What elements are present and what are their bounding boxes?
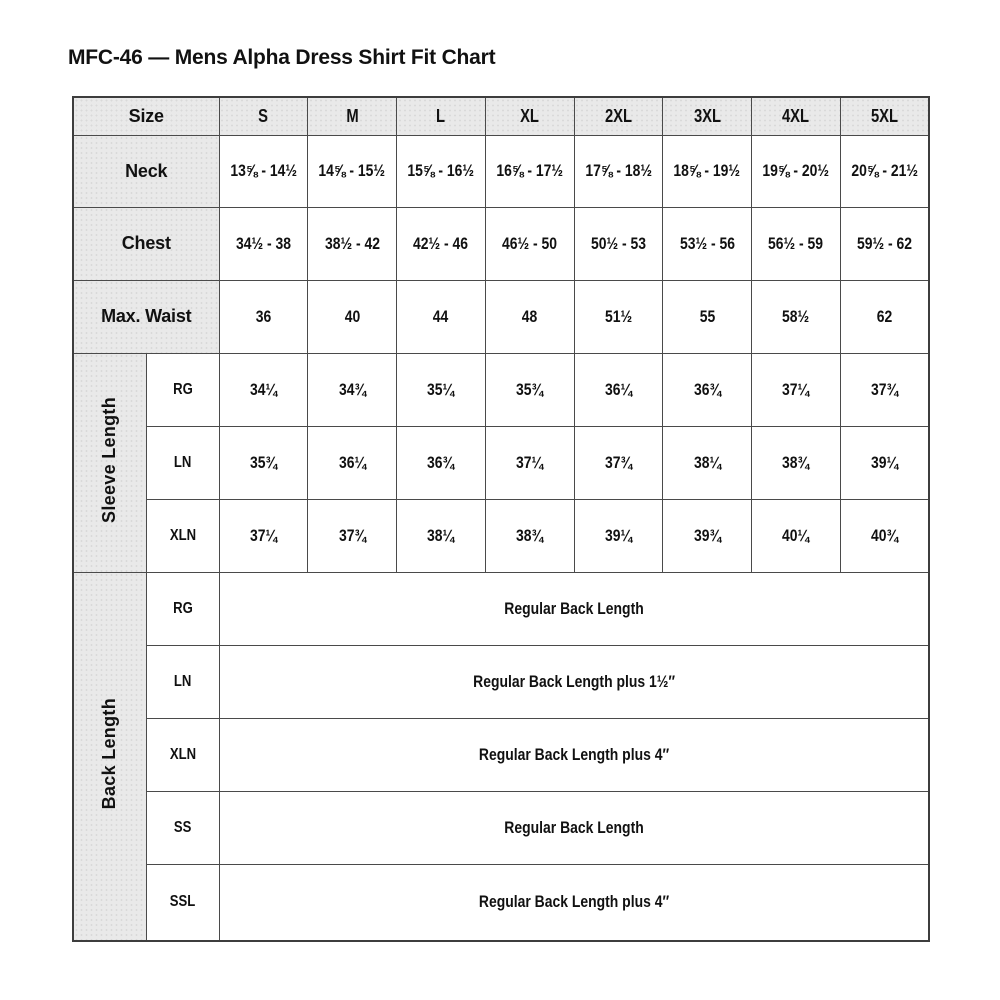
neck-value-cell: 15⅝ - 16½	[397, 135, 486, 207]
sleeve-rg-value-cell: 35¼	[397, 353, 486, 426]
size-header-row	[73, 97, 929, 135]
max-waist-value-cell: 40	[308, 280, 397, 353]
size-header-3xl	[663, 97, 752, 135]
sleeve-xln-value-cell: 39¾	[663, 499, 752, 572]
size-header-xl	[485, 97, 574, 135]
neck-value-cell: 14⅝ - 15½	[308, 135, 397, 207]
neck-value-cell: 16⅝ - 17½	[485, 135, 574, 207]
neck-row-header: Neck	[73, 135, 219, 207]
sleeve-ln-value-cell: 36¼	[308, 426, 397, 499]
back-ssl-value-cell: Regular Back Length plus 4″	[219, 864, 929, 941]
size-corner-header: Size	[73, 97, 219, 135]
max-waist-value-cell: 44	[397, 280, 486, 353]
back-ln-label: LN	[146, 645, 219, 718]
size-header-label: 2XL	[604, 105, 632, 126]
sleeve-ln-value-cell: 37¼	[485, 426, 574, 499]
neck-value-cell: 20⅝ - 21½	[840, 135, 929, 207]
sleeve-xln-value-cell: 40¼	[752, 499, 841, 572]
back-ln-row	[73, 645, 929, 718]
back-xln-label: XLN	[146, 718, 219, 791]
sleeve-rg-value-cell: 35¾	[485, 353, 574, 426]
sleeve-xln-label: XLN	[146, 499, 219, 572]
sleeve-ln-value-cell: 38¾	[752, 426, 841, 499]
max-waist-value-cell: 36	[219, 280, 308, 353]
chest-row	[73, 207, 929, 280]
sleeve-xln-row	[73, 499, 929, 572]
back-length-section-header: Back Length	[73, 572, 146, 941]
neck-row	[73, 135, 929, 207]
size-header-label: 3XL	[693, 105, 721, 126]
chest-value-cell: 53½ - 56	[663, 207, 752, 280]
chest-value-cell: 50½ - 53	[574, 207, 663, 280]
sleeve-ln-row	[73, 426, 929, 499]
sleeve-ln-value-cell: 35¾	[219, 426, 308, 499]
sleeve-ln-label: LN	[146, 426, 219, 499]
page-title: MFC-46 — Mens Alpha Dress Shirt Fit Chart	[68, 46, 496, 69]
back-ss-label: SS	[146, 791, 219, 864]
back-ssl-label: SSL	[146, 864, 219, 941]
sleeve-xln-value-cell: 39¼	[574, 499, 663, 572]
size-header-label: S	[258, 105, 269, 126]
chest-value-cell: 46½ - 50	[485, 207, 574, 280]
neck-value-cell: 19⅝ - 20½	[752, 135, 841, 207]
back-ss-row	[73, 791, 929, 864]
back-rg-label: RG	[146, 572, 219, 645]
max-waist-value-cell: 58½	[752, 280, 841, 353]
sleeve-rg-value-cell: 34¼	[219, 353, 308, 426]
sleeve-xln-value-cell: 38¾	[485, 499, 574, 572]
size-header-label: L	[436, 105, 446, 126]
size-header-label: XL	[520, 105, 540, 126]
size-header-5xl	[840, 97, 929, 135]
sleeve-rg-value-cell: 36¼	[574, 353, 663, 426]
back-rg-row	[73, 572, 929, 645]
fit-chart-table	[72, 96, 930, 942]
max-waist-row	[73, 280, 929, 353]
size-header-4xl	[752, 97, 841, 135]
back-xln-value-cell: Regular Back Length plus 4″	[219, 718, 929, 791]
back-xln-row	[73, 718, 929, 791]
sleeve-rg-value-cell: 37¾	[840, 353, 929, 426]
neck-value-cell: 18⅝ - 19½	[663, 135, 752, 207]
back-ss-value-cell: Regular Back Length	[219, 791, 929, 864]
back-ssl-row	[73, 864, 929, 941]
sleeve-xln-value-cell: 38¼	[397, 499, 486, 572]
size-header-2xl	[574, 97, 663, 135]
size-header-label: 5XL	[870, 105, 898, 126]
sleeve-rg-value-cell: 36¾	[663, 353, 752, 426]
max-waist-value-cell: 55	[663, 280, 752, 353]
back-ln-value-cell: Regular Back Length plus 1½″	[219, 645, 929, 718]
max-waist-value-cell: 51½	[574, 280, 663, 353]
sleeve-ln-value-cell: 39¼	[840, 426, 929, 499]
max-waist-value-cell: 62	[840, 280, 929, 353]
chest-value-cell: 38½ - 42	[308, 207, 397, 280]
sleeve-ln-value-cell: 36¾	[397, 426, 486, 499]
sleeve-xln-value-cell: 37¾	[308, 499, 397, 572]
sleeve-rg-value-cell: 37¼	[752, 353, 841, 426]
size-header-m	[308, 97, 397, 135]
chest-value-cell: 34½ - 38	[219, 207, 308, 280]
chest-value-cell: 56½ - 59	[752, 207, 841, 280]
size-header-l	[397, 97, 486, 135]
sleeve-ln-value-cell: 38¼	[663, 426, 752, 499]
size-header-s	[219, 97, 308, 135]
sleeve-xln-value-cell: 40¾	[840, 499, 929, 572]
sleeve-rg-row	[73, 353, 929, 426]
max-waist-value-cell: 48	[485, 280, 574, 353]
neck-value-cell: 17⅝ - 18½	[574, 135, 663, 207]
chest-row-header: Chest	[73, 207, 219, 280]
max-waist-row-header: Max. Waist	[73, 280, 219, 353]
size-header-label: 4XL	[782, 105, 810, 126]
chest-value-cell: 59½ - 62	[840, 207, 929, 280]
sleeve-length-section-header: Sleeve Length	[73, 353, 146, 572]
chest-value-cell: 42½ - 46	[397, 207, 486, 280]
size-header-label: M	[345, 105, 359, 126]
neck-value-cell: 13⅝ - 14½	[219, 135, 308, 207]
sleeve-ln-value-cell: 37¾	[574, 426, 663, 499]
back-rg-value-cell: Regular Back Length	[219, 572, 929, 645]
sleeve-rg-value-cell: 34¾	[308, 353, 397, 426]
sleeve-rg-label: RG	[146, 353, 219, 426]
sleeve-xln-value-cell: 37¼	[219, 499, 308, 572]
